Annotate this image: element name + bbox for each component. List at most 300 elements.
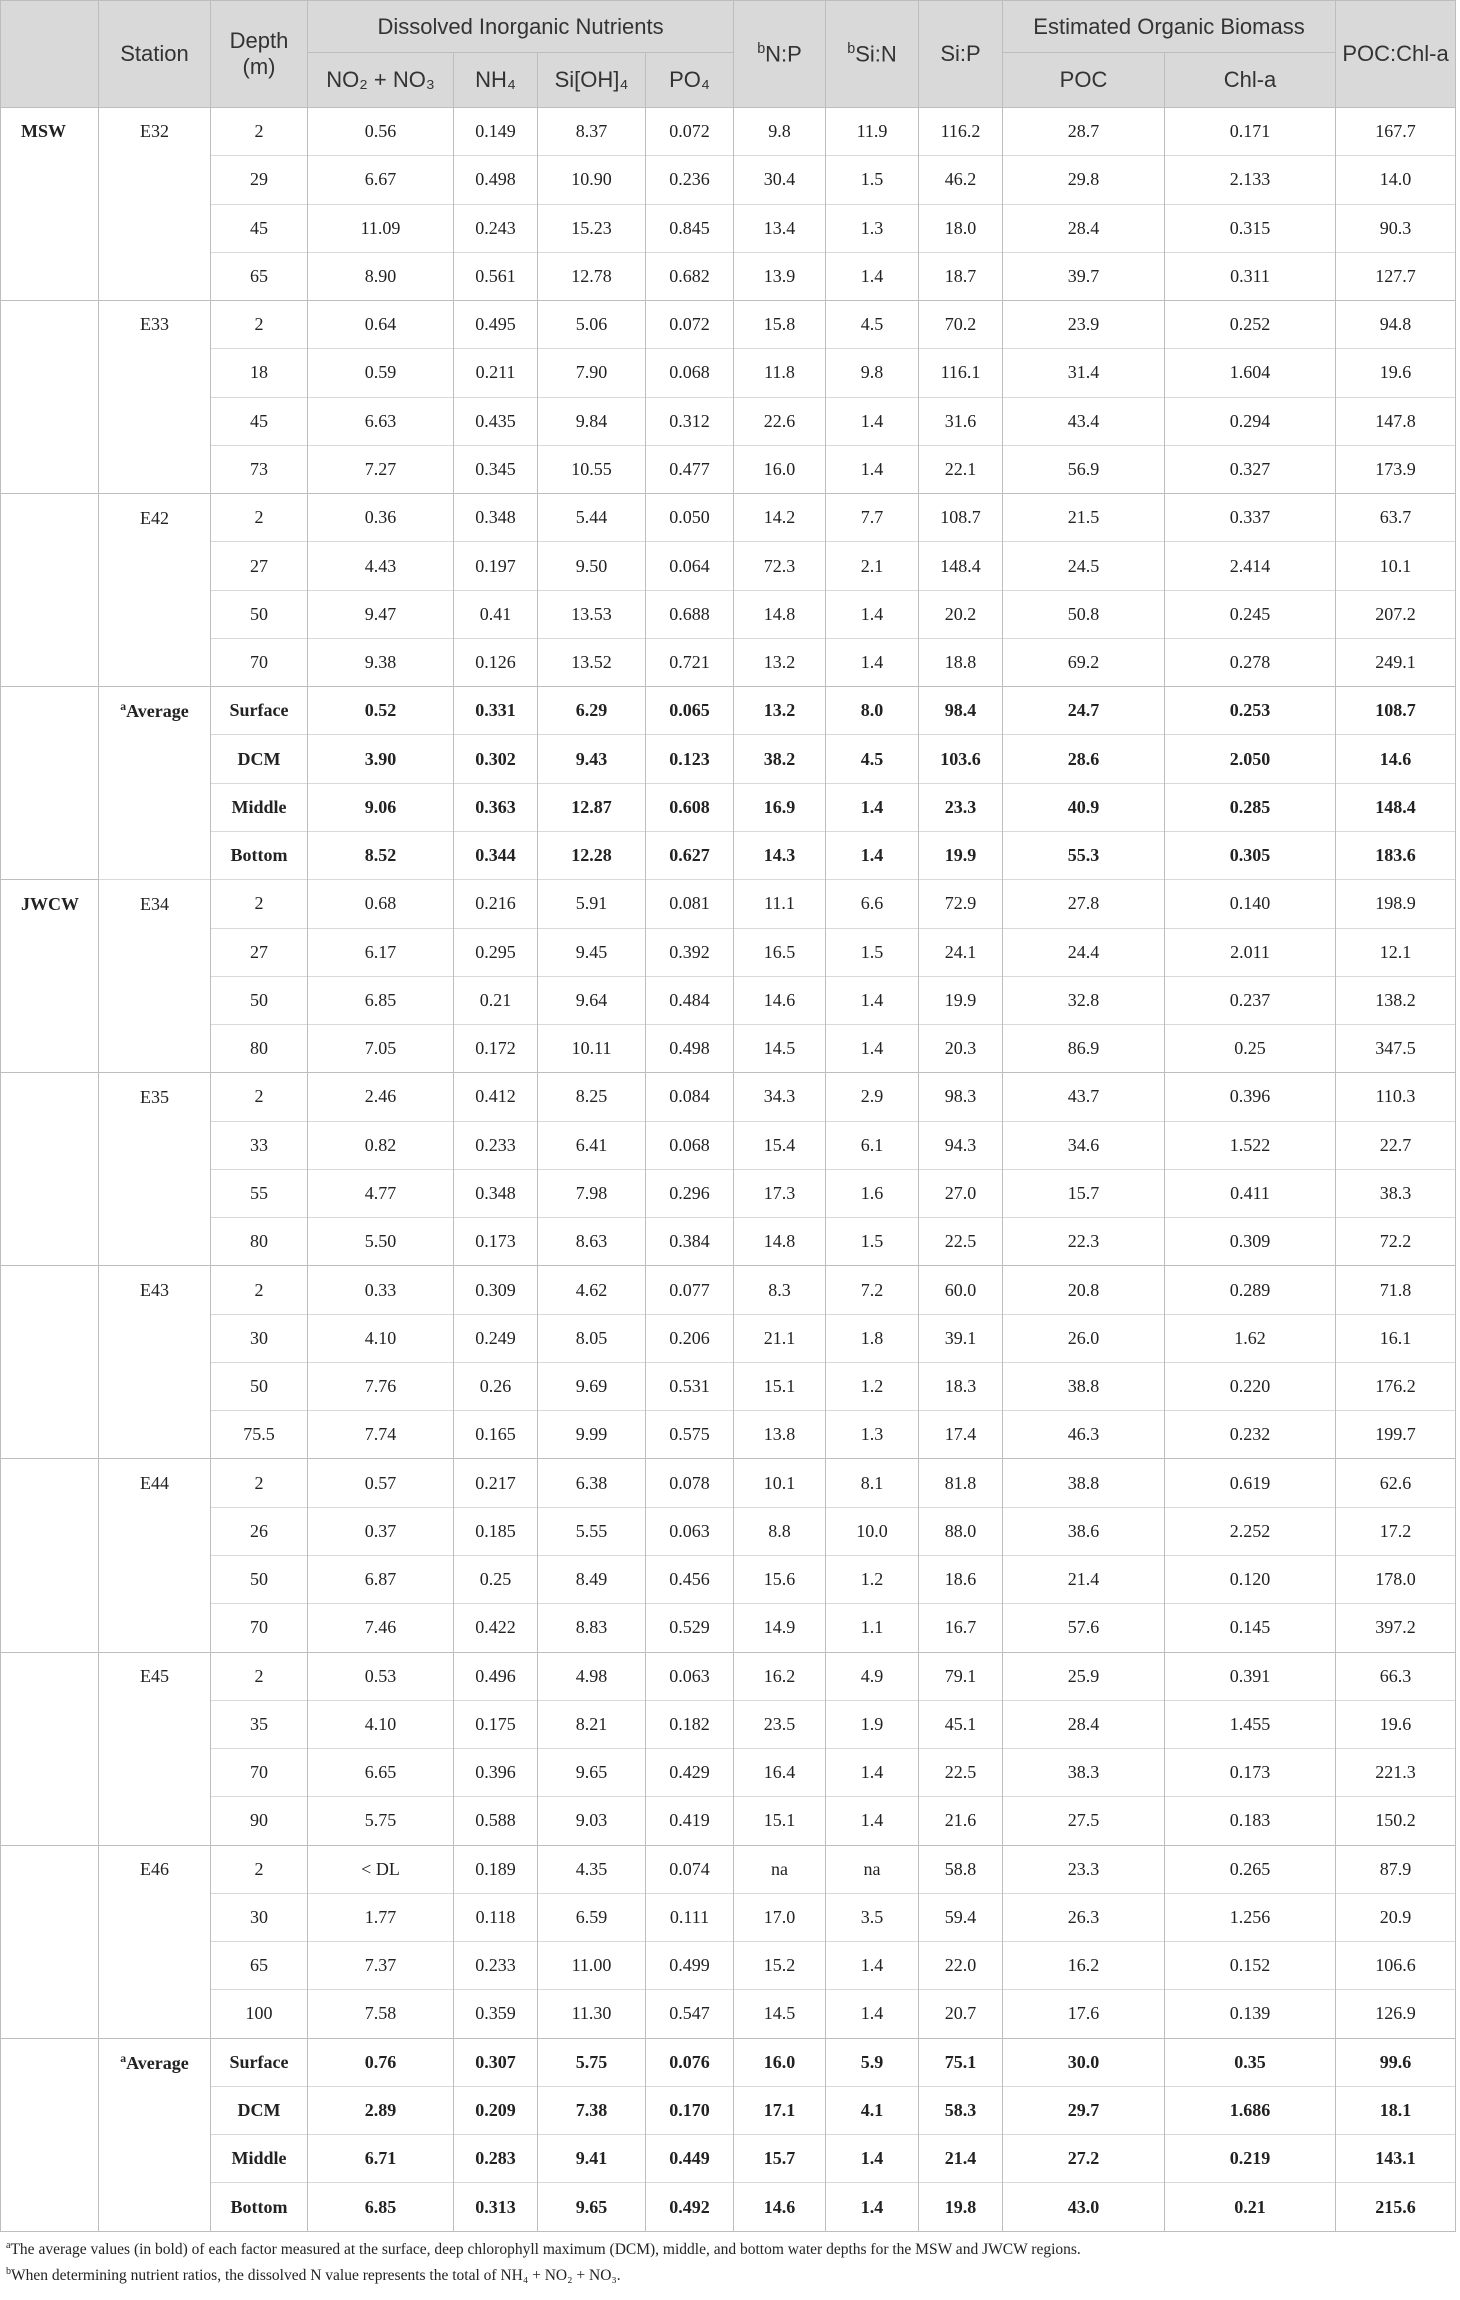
value-cell: 126.9 bbox=[1336, 1990, 1456, 2038]
value-cell: 20.2 bbox=[919, 590, 1003, 638]
value-cell: 18.8 bbox=[919, 638, 1003, 686]
value-cell: 249.1 bbox=[1336, 638, 1456, 686]
value-cell: 0.233 bbox=[454, 1942, 538, 1990]
value-cell: 7.37 bbox=[308, 1942, 454, 1990]
value-cell: 16.5 bbox=[734, 928, 826, 976]
value-cell: 90.3 bbox=[1336, 204, 1456, 252]
value-cell: 27.2 bbox=[1003, 2135, 1165, 2183]
value-cell: 0.21 bbox=[454, 976, 538, 1024]
region-cell bbox=[1, 156, 99, 204]
depth-cell: 50 bbox=[211, 976, 308, 1024]
value-cell: 1.2 bbox=[826, 1555, 919, 1603]
value-cell: 28.4 bbox=[1003, 1700, 1165, 1748]
value-cell: 0.499 bbox=[646, 1942, 734, 1990]
value-cell: 0.76 bbox=[308, 2038, 454, 2086]
region-cell bbox=[1, 590, 99, 638]
value-cell: 0.429 bbox=[646, 1749, 734, 1797]
value-cell: 72.3 bbox=[734, 542, 826, 590]
table-row bbox=[1, 108, 1456, 156]
region-cell bbox=[1, 735, 99, 783]
value-cell: 0.063 bbox=[646, 1507, 734, 1555]
footnote-a-text: The average values (in bold) of each factor measured at the surface, deep chlorophyll maximum (DCM), middle, and bottom water depths for the MSW and JWCW regions. bbox=[10, 2241, 1081, 2259]
table-row bbox=[1, 1025, 1456, 1073]
value-cell: 0.294 bbox=[1165, 397, 1336, 445]
value-cell: 7.7 bbox=[826, 494, 919, 542]
value-cell: 0.331 bbox=[454, 687, 538, 735]
region-cell bbox=[1, 1218, 99, 1266]
value-cell: 0.217 bbox=[454, 1459, 538, 1507]
footnote-b-text: When determining nutrient ratios, the dissolved N value represents the total of NH₄ + NO₂ + NO₃. bbox=[11, 2267, 621, 2285]
header-depth-label: Depth bbox=[229, 28, 289, 53]
value-cell: 1.4 bbox=[826, 397, 919, 445]
value-cell: 0.337 bbox=[1165, 494, 1336, 542]
value-cell: 24.7 bbox=[1003, 687, 1165, 735]
value-cell: 0.531 bbox=[646, 1362, 734, 1410]
value-cell: 9.84 bbox=[538, 397, 646, 445]
table-row bbox=[1, 2038, 1456, 2086]
value-cell: 46.2 bbox=[919, 156, 1003, 204]
region-cell bbox=[1, 2135, 99, 2183]
value-cell: 1.4 bbox=[826, 445, 919, 493]
value-cell: 25.9 bbox=[1003, 1652, 1165, 1700]
value-cell: 0.050 bbox=[646, 494, 734, 542]
table-row bbox=[1, 349, 1456, 397]
value-cell: 32.8 bbox=[1003, 976, 1165, 1024]
table-row bbox=[1, 1411, 1456, 1459]
depth-cell: 2 bbox=[211, 1266, 308, 1314]
value-cell: 0.309 bbox=[454, 1266, 538, 1314]
value-cell: 58.8 bbox=[919, 1845, 1003, 1893]
region-cell bbox=[1, 301, 99, 349]
value-cell: 1.686 bbox=[1165, 2086, 1336, 2134]
depth-cell: 33 bbox=[211, 1121, 308, 1169]
value-cell: 79.1 bbox=[919, 1652, 1003, 1700]
value-cell: 45.1 bbox=[919, 1700, 1003, 1748]
value-cell: 8.52 bbox=[308, 831, 454, 879]
value-cell: 15.8 bbox=[734, 301, 826, 349]
value-cell: 1.4 bbox=[826, 590, 919, 638]
value-cell: 22.5 bbox=[919, 1749, 1003, 1797]
value-cell: 0.211 bbox=[454, 349, 538, 397]
value-cell: 0.063 bbox=[646, 1652, 734, 1700]
value-cell: 11.30 bbox=[538, 1990, 646, 2038]
value-cell: 10.55 bbox=[538, 445, 646, 493]
value-cell: 0.411 bbox=[1165, 1169, 1336, 1217]
value-cell: 27.8 bbox=[1003, 880, 1165, 928]
value-cell: 0.072 bbox=[646, 108, 734, 156]
value-cell: 0.68 bbox=[308, 880, 454, 928]
region-cell bbox=[1, 542, 99, 590]
depth-cell: Surface bbox=[211, 687, 308, 735]
value-cell: 1.455 bbox=[1165, 1700, 1336, 1748]
value-cell: na bbox=[826, 1845, 919, 1893]
depth-cell: 2 bbox=[211, 880, 308, 928]
value-cell: 15.1 bbox=[734, 1362, 826, 1410]
region-cell bbox=[1, 2038, 99, 2086]
value-cell: 1.522 bbox=[1165, 1121, 1336, 1169]
value-cell: 6.87 bbox=[308, 1555, 454, 1603]
header-depth bbox=[211, 1, 308, 108]
value-cell: 173.9 bbox=[1336, 445, 1456, 493]
value-cell: 0.245 bbox=[1165, 590, 1336, 638]
value-cell: 1.4 bbox=[826, 831, 919, 879]
value-cell: 9.69 bbox=[538, 1362, 646, 1410]
station-cell bbox=[99, 687, 211, 735]
value-cell: 70.2 bbox=[919, 301, 1003, 349]
value-cell: 2.89 bbox=[308, 2086, 454, 2134]
value-cell: 28.4 bbox=[1003, 204, 1165, 252]
value-cell: 9.38 bbox=[308, 638, 454, 686]
depth-cell: Bottom bbox=[211, 2183, 308, 2231]
depth-cell: 80 bbox=[211, 1218, 308, 1266]
depth-cell: 50 bbox=[211, 1362, 308, 1410]
value-cell: 0.068 bbox=[646, 349, 734, 397]
value-cell: 22.3 bbox=[1003, 1218, 1165, 1266]
region-cell: JWCW bbox=[1, 880, 99, 928]
value-cell: 11.8 bbox=[734, 349, 826, 397]
value-cell: 0.252 bbox=[1165, 301, 1336, 349]
value-cell: 14.5 bbox=[734, 1025, 826, 1073]
value-cell: 116.2 bbox=[919, 108, 1003, 156]
value-cell: 13.2 bbox=[734, 687, 826, 735]
value-cell: 178.0 bbox=[1336, 1555, 1456, 1603]
header-poc: POC bbox=[1003, 53, 1165, 108]
value-cell: 127.7 bbox=[1336, 252, 1456, 300]
header-sioh4: Si[OH]₄ bbox=[538, 53, 646, 108]
value-cell: 0.285 bbox=[1165, 783, 1336, 831]
station-cell bbox=[99, 928, 211, 976]
value-cell: 9.45 bbox=[538, 928, 646, 976]
value-cell: 40.9 bbox=[1003, 783, 1165, 831]
region-cell bbox=[1, 831, 99, 879]
value-cell: 0.627 bbox=[646, 831, 734, 879]
value-cell: 0.312 bbox=[646, 397, 734, 445]
table-row bbox=[1, 687, 1456, 735]
value-cell: 0.845 bbox=[646, 204, 734, 252]
value-cell: 12.78 bbox=[538, 252, 646, 300]
value-cell: 167.7 bbox=[1336, 108, 1456, 156]
region-cell bbox=[1, 1169, 99, 1217]
value-cell: 2.9 bbox=[826, 1073, 919, 1121]
value-cell: 6.29 bbox=[538, 687, 646, 735]
value-cell: 27.0 bbox=[919, 1169, 1003, 1217]
value-cell: 21.6 bbox=[919, 1797, 1003, 1845]
value-cell: 57.6 bbox=[1003, 1604, 1165, 1652]
station-cell bbox=[99, 735, 211, 783]
table-row bbox=[1, 1893, 1456, 1941]
value-cell: 17.3 bbox=[734, 1169, 826, 1217]
value-cell: 150.2 bbox=[1336, 1797, 1456, 1845]
header-np-sup: b bbox=[757, 40, 766, 57]
table-row bbox=[1, 1990, 1456, 2038]
value-cell: 72.2 bbox=[1336, 1218, 1456, 1266]
station-cell: E43 bbox=[99, 1266, 211, 1314]
depth-cell: 100 bbox=[211, 1990, 308, 2038]
value-cell: 6.67 bbox=[308, 156, 454, 204]
value-cell: 94.8 bbox=[1336, 301, 1456, 349]
value-cell: 4.1 bbox=[826, 2086, 919, 2134]
value-cell: 24.4 bbox=[1003, 928, 1165, 976]
depth-cell: 70 bbox=[211, 1604, 308, 1652]
value-cell: 2.050 bbox=[1165, 735, 1336, 783]
depth-cell: 26 bbox=[211, 1507, 308, 1555]
value-cell: 18.0 bbox=[919, 204, 1003, 252]
value-cell: 14.6 bbox=[734, 2183, 826, 2231]
station-cell bbox=[99, 445, 211, 493]
region-cell bbox=[1, 1942, 99, 1990]
value-cell: 5.50 bbox=[308, 1218, 454, 1266]
value-cell: 3.90 bbox=[308, 735, 454, 783]
value-cell: 0.065 bbox=[646, 687, 734, 735]
value-cell: 7.27 bbox=[308, 445, 454, 493]
value-cell: 0.170 bbox=[646, 2086, 734, 2134]
value-cell: 6.6 bbox=[826, 880, 919, 928]
depth-cell: 18 bbox=[211, 349, 308, 397]
value-cell: 18.3 bbox=[919, 1362, 1003, 1410]
value-cell: 0.484 bbox=[646, 976, 734, 1024]
value-cell: 1.77 bbox=[308, 1893, 454, 1941]
value-cell: 1.4 bbox=[826, 2183, 919, 2231]
table-row bbox=[1, 590, 1456, 638]
value-cell: 7.2 bbox=[826, 1266, 919, 1314]
value-cell: 38.8 bbox=[1003, 1459, 1165, 1507]
value-cell: 14.3 bbox=[734, 831, 826, 879]
value-cell: 4.35 bbox=[538, 1845, 646, 1893]
value-cell: 0.619 bbox=[1165, 1459, 1336, 1507]
region-cell bbox=[1, 1121, 99, 1169]
value-cell: 4.10 bbox=[308, 1700, 454, 1748]
value-cell: 0.111 bbox=[646, 1893, 734, 1941]
value-cell: 0.392 bbox=[646, 928, 734, 976]
value-cell: 0.197 bbox=[454, 542, 538, 590]
station-cell bbox=[99, 2086, 211, 2134]
value-cell: 0.496 bbox=[454, 1652, 538, 1700]
value-cell: 0.302 bbox=[454, 735, 538, 783]
header-nh4: NH₄ bbox=[454, 53, 538, 108]
value-cell: 0.078 bbox=[646, 1459, 734, 1507]
average-label: Average bbox=[126, 2052, 189, 2073]
value-cell: 0.688 bbox=[646, 590, 734, 638]
value-cell: 20.8 bbox=[1003, 1266, 1165, 1314]
value-cell: 7.98 bbox=[538, 1169, 646, 1217]
value-cell: 0.175 bbox=[454, 1700, 538, 1748]
depth-cell: 45 bbox=[211, 397, 308, 445]
value-cell: 8.0 bbox=[826, 687, 919, 735]
header-region bbox=[1, 1, 99, 108]
value-cell: 22.1 bbox=[919, 445, 1003, 493]
value-cell: 5.06 bbox=[538, 301, 646, 349]
value-cell: 106.6 bbox=[1336, 1942, 1456, 1990]
header-po4: PO₄ bbox=[646, 53, 734, 108]
value-cell: 9.43 bbox=[538, 735, 646, 783]
region-cell bbox=[1, 1990, 99, 2038]
value-cell: 38.2 bbox=[734, 735, 826, 783]
value-cell: 143.1 bbox=[1336, 2135, 1456, 2183]
average-sup: a bbox=[120, 2051, 127, 2065]
value-cell: 15.23 bbox=[538, 204, 646, 252]
station-cell bbox=[99, 1990, 211, 2038]
value-cell: 0.477 bbox=[646, 445, 734, 493]
value-cell: na bbox=[734, 1845, 826, 1893]
value-cell: 0.396 bbox=[454, 1749, 538, 1797]
value-cell: 75.1 bbox=[919, 2038, 1003, 2086]
value-cell: 5.75 bbox=[308, 1797, 454, 1845]
value-cell: 23.3 bbox=[919, 783, 1003, 831]
value-cell: 147.8 bbox=[1336, 397, 1456, 445]
value-cell: 22.7 bbox=[1336, 1121, 1456, 1169]
table-row bbox=[1, 1218, 1456, 1266]
value-cell: 69.2 bbox=[1003, 638, 1165, 686]
value-cell: 1.4 bbox=[826, 1025, 919, 1073]
value-cell: 9.65 bbox=[538, 2183, 646, 2231]
value-cell: 5.9 bbox=[826, 2038, 919, 2086]
depth-cell: 80 bbox=[211, 1025, 308, 1073]
value-cell: 0.37 bbox=[308, 1507, 454, 1555]
value-cell: 0.236 bbox=[646, 156, 734, 204]
region-cell bbox=[1, 445, 99, 493]
value-cell: 46.3 bbox=[1003, 1411, 1165, 1459]
station-cell: E45 bbox=[99, 1652, 211, 1700]
value-cell: 7.38 bbox=[538, 2086, 646, 2134]
value-cell: 0.278 bbox=[1165, 638, 1336, 686]
value-cell: 0.721 bbox=[646, 638, 734, 686]
value-cell: 63.7 bbox=[1336, 494, 1456, 542]
value-cell: 17.4 bbox=[919, 1411, 1003, 1459]
header-np bbox=[734, 1, 826, 108]
value-cell: 19.6 bbox=[1336, 1700, 1456, 1748]
value-cell: 38.3 bbox=[1003, 1749, 1165, 1797]
station-cell: E46 bbox=[99, 1845, 211, 1893]
value-cell: 0.53 bbox=[308, 1652, 454, 1700]
value-cell: 7.76 bbox=[308, 1362, 454, 1410]
station-cell bbox=[99, 831, 211, 879]
region-cell bbox=[1, 1845, 99, 1893]
value-cell: 15.7 bbox=[1003, 1169, 1165, 1217]
value-cell: 26.0 bbox=[1003, 1314, 1165, 1362]
depth-cell: 35 bbox=[211, 1700, 308, 1748]
value-cell: 1.604 bbox=[1165, 349, 1336, 397]
footnote-b-sup: b bbox=[6, 2266, 12, 2278]
station-cell bbox=[99, 1749, 211, 1797]
station-cell bbox=[99, 1893, 211, 1941]
footnote-a-sup: a bbox=[6, 2240, 11, 2251]
value-cell: 22.0 bbox=[919, 1942, 1003, 1990]
value-cell: 0.126 bbox=[454, 638, 538, 686]
value-cell: 29.7 bbox=[1003, 2086, 1165, 2134]
value-cell: 11.9 bbox=[826, 108, 919, 156]
value-cell: 9.64 bbox=[538, 976, 646, 1024]
value-cell: 207.2 bbox=[1336, 590, 1456, 638]
station-cell bbox=[99, 590, 211, 638]
station-cell bbox=[99, 397, 211, 445]
table-row bbox=[1, 1797, 1456, 1845]
value-cell: 30.0 bbox=[1003, 2038, 1165, 2086]
value-cell: 0.359 bbox=[454, 1990, 538, 2038]
value-cell: 0.435 bbox=[454, 397, 538, 445]
value-cell: 50.8 bbox=[1003, 590, 1165, 638]
value-cell: 1.2 bbox=[826, 1362, 919, 1410]
value-cell: 0.289 bbox=[1165, 1266, 1336, 1314]
value-cell: 0.315 bbox=[1165, 204, 1336, 252]
value-cell: 1.4 bbox=[826, 252, 919, 300]
value-cell: 20.7 bbox=[919, 1990, 1003, 2038]
value-cell: 43.7 bbox=[1003, 1073, 1165, 1121]
value-cell: 0.35 bbox=[1165, 2038, 1336, 2086]
header-poc-chla: POC:Chl-a bbox=[1336, 1, 1456, 108]
header-sin-label: Si:N bbox=[855, 41, 897, 67]
value-cell: 14.0 bbox=[1336, 156, 1456, 204]
value-cell: 397.2 bbox=[1336, 1604, 1456, 1652]
station-cell bbox=[99, 204, 211, 252]
value-cell: 16.0 bbox=[734, 445, 826, 493]
value-cell: 0.165 bbox=[454, 1411, 538, 1459]
depth-cell: Surface bbox=[211, 2038, 308, 2086]
value-cell: 14.2 bbox=[734, 494, 826, 542]
value-cell: 1.5 bbox=[826, 156, 919, 204]
header-chla: Chl-a bbox=[1165, 53, 1336, 108]
value-cell: 0.384 bbox=[646, 1218, 734, 1266]
table-row bbox=[1, 735, 1456, 783]
depth-cell: DCM bbox=[211, 735, 308, 783]
station-cell: E44 bbox=[99, 1459, 211, 1507]
region-cell bbox=[1, 1604, 99, 1652]
value-cell: 2.46 bbox=[308, 1073, 454, 1121]
value-cell: 2.414 bbox=[1165, 542, 1336, 590]
station-cell bbox=[99, 976, 211, 1024]
value-cell: 0.123 bbox=[646, 735, 734, 783]
value-cell: 1.4 bbox=[826, 1797, 919, 1845]
station-cell bbox=[99, 1314, 211, 1362]
table-row bbox=[1, 252, 1456, 300]
value-cell: 0.173 bbox=[454, 1218, 538, 1266]
value-cell: 15.4 bbox=[734, 1121, 826, 1169]
value-cell: 14.8 bbox=[734, 590, 826, 638]
value-cell: 1.9 bbox=[826, 1700, 919, 1748]
station-cell bbox=[99, 252, 211, 300]
value-cell: 0.57 bbox=[308, 1459, 454, 1507]
table-row bbox=[1, 1169, 1456, 1217]
depth-cell: 70 bbox=[211, 1749, 308, 1797]
table-row bbox=[1, 638, 1456, 686]
table-row bbox=[1, 2135, 1456, 2183]
value-cell: 215.6 bbox=[1336, 2183, 1456, 2231]
region-cell bbox=[1, 204, 99, 252]
value-cell: 6.63 bbox=[308, 397, 454, 445]
station-cell bbox=[99, 156, 211, 204]
station-cell: E42 bbox=[99, 494, 211, 542]
depth-cell: 2 bbox=[211, 1652, 308, 1700]
value-cell: 0.120 bbox=[1165, 1555, 1336, 1603]
header-nutrients-group: Dissolved Inorganic Nutrients bbox=[308, 1, 734, 53]
region-cell bbox=[1, 783, 99, 831]
value-cell: 1.4 bbox=[826, 976, 919, 1024]
value-cell: 9.06 bbox=[308, 783, 454, 831]
value-cell: 9.8 bbox=[826, 349, 919, 397]
region-cell bbox=[1, 1362, 99, 1410]
value-cell: 13.52 bbox=[538, 638, 646, 686]
depth-cell: 45 bbox=[211, 204, 308, 252]
value-cell: 30.4 bbox=[734, 156, 826, 204]
value-cell: 23.3 bbox=[1003, 1845, 1165, 1893]
value-cell: 1.256 bbox=[1165, 1893, 1336, 1941]
table-row bbox=[1, 204, 1456, 252]
value-cell: 0.149 bbox=[454, 108, 538, 156]
table-row bbox=[1, 1121, 1456, 1169]
region-cell bbox=[1, 349, 99, 397]
value-cell: 6.41 bbox=[538, 1121, 646, 1169]
value-cell: 8.05 bbox=[538, 1314, 646, 1362]
value-cell: 4.77 bbox=[308, 1169, 454, 1217]
